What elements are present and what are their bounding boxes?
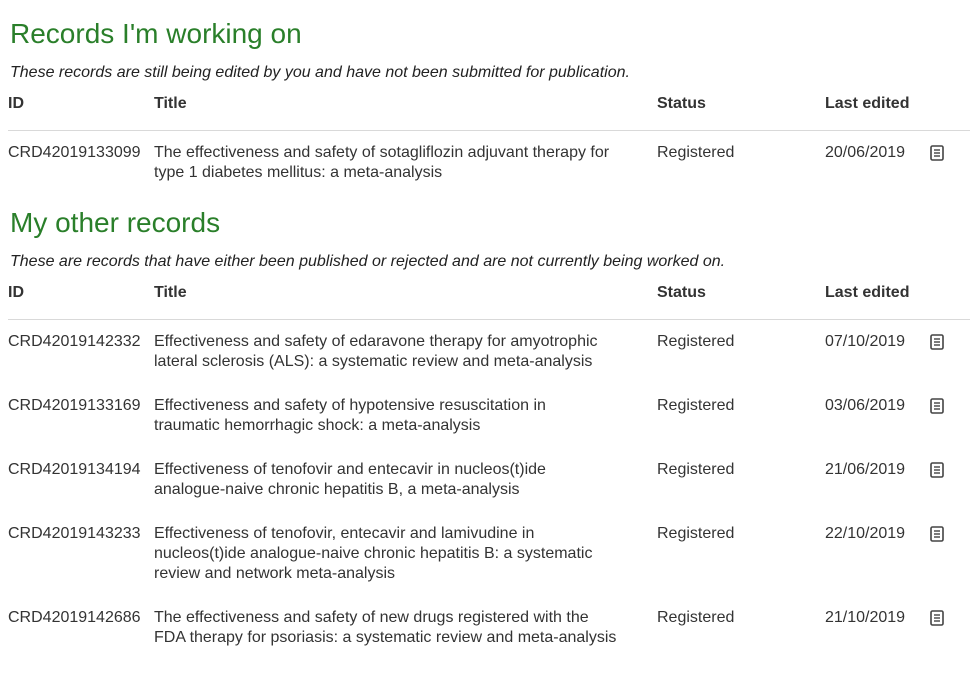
record-title <box>154 332 654 372</box>
column-header-status: Status <box>657 95 706 112</box>
table-row[interactable] <box>8 396 970 460</box>
record-title <box>154 460 654 500</box>
record-action[interactable] <box>930 143 950 167</box>
record-action[interactable] <box>930 608 950 632</box>
table-row[interactable] <box>8 460 970 524</box>
record-id: CRD42019133099 <box>8 144 141 161</box>
column-header-id: ID <box>8 284 24 301</box>
record-title <box>154 396 654 436</box>
record-title-line: analogue-naive chronic hepatitis B, a meta-analysis <box>154 481 520 498</box>
document-icon[interactable] <box>930 526 944 542</box>
record-action[interactable] <box>930 332 950 356</box>
record-title-line: nucleos(t)ide analogue-naive chronic hepatitis B: a systematic <box>154 545 593 562</box>
column-header-title: Title <box>154 284 187 301</box>
record-id: CRD42019134194 <box>8 461 141 478</box>
record-status: Registered <box>657 144 735 161</box>
record-title-line: traumatic hemorrhagic shock: a meta-analysis <box>154 417 481 434</box>
record-title-line: Effectiveness of tenofovir and entecavir in nucleos(t)ide <box>154 461 546 478</box>
table-row[interactable] <box>8 332 970 396</box>
record-last-edited: 07/10/2019 <box>825 333 906 350</box>
column-header-status: Status <box>657 284 706 301</box>
table-row[interactable] <box>8 143 970 203</box>
document-icon[interactable] <box>930 145 944 161</box>
table-row[interactable] <box>8 524 970 608</box>
column-header-last-edited: Last edited <box>825 284 910 301</box>
working-records-title: Records I'm working on <box>10 18 302 49</box>
other-records-table <box>8 285 970 660</box>
table-row[interactable] <box>8 608 970 672</box>
record-title-line: Effectiveness of tenofovir, entecavir and lamivudine in <box>154 525 535 542</box>
record-title-line: type 1 diabetes mellitus: a meta-analysis <box>154 164 443 181</box>
table-header-row <box>8 96 970 131</box>
record-action[interactable] <box>930 460 950 484</box>
record-id: CRD42019133169 <box>8 397 141 414</box>
record-status: Registered <box>657 333 735 350</box>
record-last-edited: 22/10/2019 <box>825 525 906 542</box>
column-header-id: ID <box>8 95 24 112</box>
record-id: CRD42019142686 <box>8 609 141 626</box>
column-header-title: Title <box>154 95 187 112</box>
table-header-row <box>8 285 970 320</box>
record-id: CRD42019142332 <box>8 333 141 350</box>
record-title-line: Effectiveness and safety of edaravone therapy for amyotrophic <box>154 333 598 350</box>
other-records-title: My other records <box>10 207 221 238</box>
record-id: CRD42019143233 <box>8 525 141 542</box>
record-title-line: The effectiveness and safety of new drugs registered with the <box>154 609 589 626</box>
document-icon[interactable] <box>930 334 944 350</box>
record-title-line: FDA therapy for psoriasis: a systematic review and meta-analysis <box>154 629 617 646</box>
document-icon[interactable] <box>930 462 944 478</box>
record-title <box>154 608 654 648</box>
document-icon[interactable] <box>930 398 944 414</box>
working-records-table <box>8 96 970 191</box>
other-records-subtitle: These are records that have either been published or rejected and are not currently being worked on. <box>10 253 726 270</box>
record-last-edited: 21/10/2019 <box>825 609 906 626</box>
record-status: Registered <box>657 397 735 414</box>
record-action[interactable] <box>930 524 950 548</box>
record-last-edited: 20/06/2019 <box>825 144 906 161</box>
record-title <box>154 524 654 584</box>
record-status: Registered <box>657 609 735 626</box>
record-title-line: Effectiveness and safety of hypotensive resuscitation in <box>154 397 546 414</box>
record-title-line: review and network meta-analysis <box>154 565 395 582</box>
record-title <box>154 143 654 183</box>
record-last-edited: 21/06/2019 <box>825 461 906 478</box>
document-icon[interactable] <box>930 610 944 626</box>
record-action[interactable] <box>930 396 950 420</box>
record-status: Registered <box>657 461 735 478</box>
working-records-subtitle: These records are still being edited by you and have not been submitted for publication. <box>10 64 630 81</box>
record-title-line: The effectiveness and safety of sotagliflozin adjuvant therapy for <box>154 144 610 161</box>
record-status: Registered <box>657 525 735 542</box>
record-last-edited: 03/06/2019 <box>825 397 906 414</box>
record-title-line: lateral sclerosis (ALS): a systematic review and meta-analysis <box>154 353 593 370</box>
column-header-last-edited: Last edited <box>825 95 910 112</box>
